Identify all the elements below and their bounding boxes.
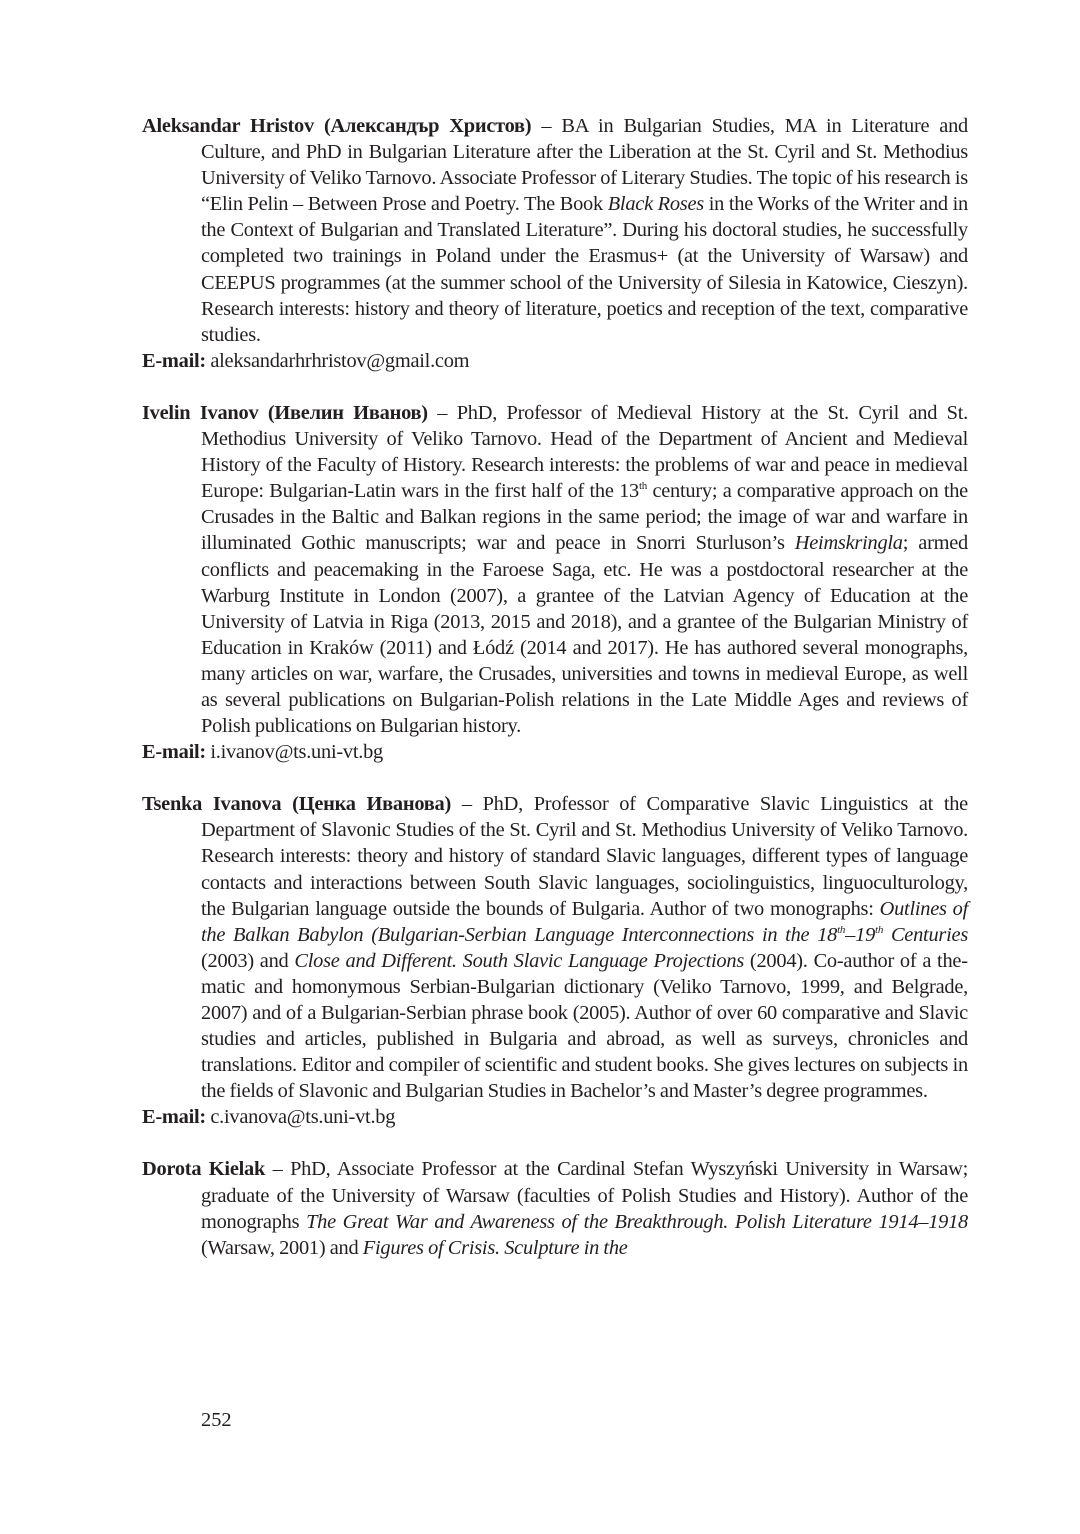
email-label: E-mail: — [142, 1106, 206, 1129]
page-number: 252 — [201, 1409, 232, 1431]
email-line — [142, 348, 968, 374]
superscript: th — [875, 923, 884, 936]
bio-text: – PhD, Professor of Medieval History at the St. Cyril and St. Methodius University of Veliko Tarnovo. Head of the Department of Ancient and Medieval History of the Faculty of History. Research interests: the problems of war and peace in medieval Europe: Bulgarian-Latin wars in the first half of the 13 — [201, 401, 968, 503]
bio-text: century; a comparative approach on the Crusades in the Baltic and Balkan regions in the same period; the image of war and warfare in illuminated Gothic manuscripts; war and peace in Snorri Sturluson’s — [201, 480, 968, 555]
book-title: The Great War and Awareness of the Breakthrough. Polish Literature 1914–1918 — [306, 1210, 968, 1233]
bio-paragraph — [142, 113, 968, 348]
author-name: Tsenka Ivanova (Ценка Иванова) — [142, 793, 452, 816]
bio-text: – PhD, Associate Professor at the Cardinal Stefan Wyszyński University in Warsaw; graduate of the University of Warsaw (faculties of Polish Studies and History). Author of the monographs — [201, 1158, 968, 1233]
book-title-part: –19 — [845, 923, 876, 946]
bio-text: ; armed conflicts and peacemaking in the Faroese Saga, etc. He was a postdoctoral researcher at the Warburg Institute in London (2007), a grantee of the Latvian Agency of Education at the University of Latvia in Riga (2013, 2015 and 2018), and a grantee of the Bulgarian Ministry of Education in Kraków (2011) and Łódź (2014 and 2017). He has authored several monographs, many articles on war, warfare, the Crusades, universities and towns in medieval Europe, as well as several publications on Bulgarian-Polish relations in the Late Middle Ages and reviews of Polish publications on Bulgarian history. — [201, 532, 968, 738]
bio-entry-tsenka-ivanova — [142, 791, 968, 1130]
book-title-part: Centuries — [883, 923, 968, 946]
book-title: Heimskringla — [794, 532, 903, 555]
bio-entry-ivelin-ivanov — [142, 400, 968, 765]
author-name: Dorota Kielak — [142, 1158, 266, 1181]
email-line — [142, 1104, 968, 1130]
book-title: Black Roses — [607, 193, 704, 216]
book-title: Close and Different. South Slavic Language Projections — [294, 949, 745, 972]
book-title-part: Outlines of the Balkan Babylon (Bulgarian-Serbian Language Interconnections in the 18 — [201, 897, 969, 946]
bio-paragraph — [142, 400, 968, 739]
bio-text: (2004). Co-author of a thematic and homonymous Serbian-Bulgarian dictionary (Veliko Tarnovo, 1999, and Belgrade, 2007) and of a Bulgarian-Serbian phrase book (2005). Author of over 60 comparative and Slavic studies and articles, published in Bulgaria and abroad, as well as surveys, chronicles and translations. Editor and compiler of scientific and student books. She gives lectures on subjects in the fields of Slavonic and Bulgarian Studies in Bachelor’s and Master’s degree programmes. — [201, 949, 969, 1103]
bio-text: – BA in Bulgarian Studies, MA in Literature and Culture, and PhD in Bulgarian Literature after the Liberation at the St. Cyril and St. Methodius University of Veliko Tarnovo. Associate Professor of Literary Studies. The topic of his research is “Elin Pelin – Between Prose and Poetry. The Book — [201, 115, 968, 216]
bio-text: – PhD, Professor of Comparative Slavic Linguistics at the Department of Slavonic Studies of the St. Cyril and St. Methodius University of Veliko Tarnovo. Research interests: theory and history of standard Slavic languages, different types of language contacts and interactions between South Slavic languages, sociolinguistics, linguoculturology, the Bulgarian language outside the bounds of Bulgaria. Author of two monographs: — [201, 793, 968, 920]
email-address[interactable]: aleksandarhrhristov@gmail.com — [210, 349, 470, 372]
document-page — [142, 113, 968, 1261]
author-name: Aleksandar Hristov (Александър Христов) — [142, 115, 532, 137]
email-address[interactable]: i.ivanov@ts.uni-vt.bg — [210, 741, 383, 764]
superscript: th — [638, 480, 648, 493]
bio-paragraph — [142, 1156, 968, 1260]
email-line — [142, 739, 968, 765]
email-label: E-mail: — [142, 741, 206, 764]
email-address[interactable]: c.ivanova@ts.uni-vt.bg — [210, 1106, 396, 1129]
book-title: Figures of Crisis. Sculpture in the — [362, 1236, 628, 1259]
email-label: E-mail: — [142, 349, 206, 372]
bio-text: in the Works of the Writer and in the Context of Bulgarian and Translated Literature”. During his doctoral studies, he successfully completed two trainings in Poland under the Erasmus+ (at the University of Warsaw) and CEEPUS programmes (at the summer school of the University of Silesia in Katowice, Cieszyn). Research interests: history and theory of literature, poetics and reception of the text, comparative studies. — [201, 193, 968, 346]
bio-entry-dorota-kielak — [142, 1156, 968, 1260]
author-name: Ivelin Ivanov (Ивелин Иванов) — [142, 401, 428, 424]
bio-text: (2003) and — [201, 949, 295, 972]
bio-paragraph — [142, 791, 968, 1104]
bio-text: (Warsaw, 2001) and — [201, 1236, 363, 1259]
bio-entry-aleksandar-hristov — [142, 113, 968, 374]
superscript: th — [837, 923, 846, 936]
